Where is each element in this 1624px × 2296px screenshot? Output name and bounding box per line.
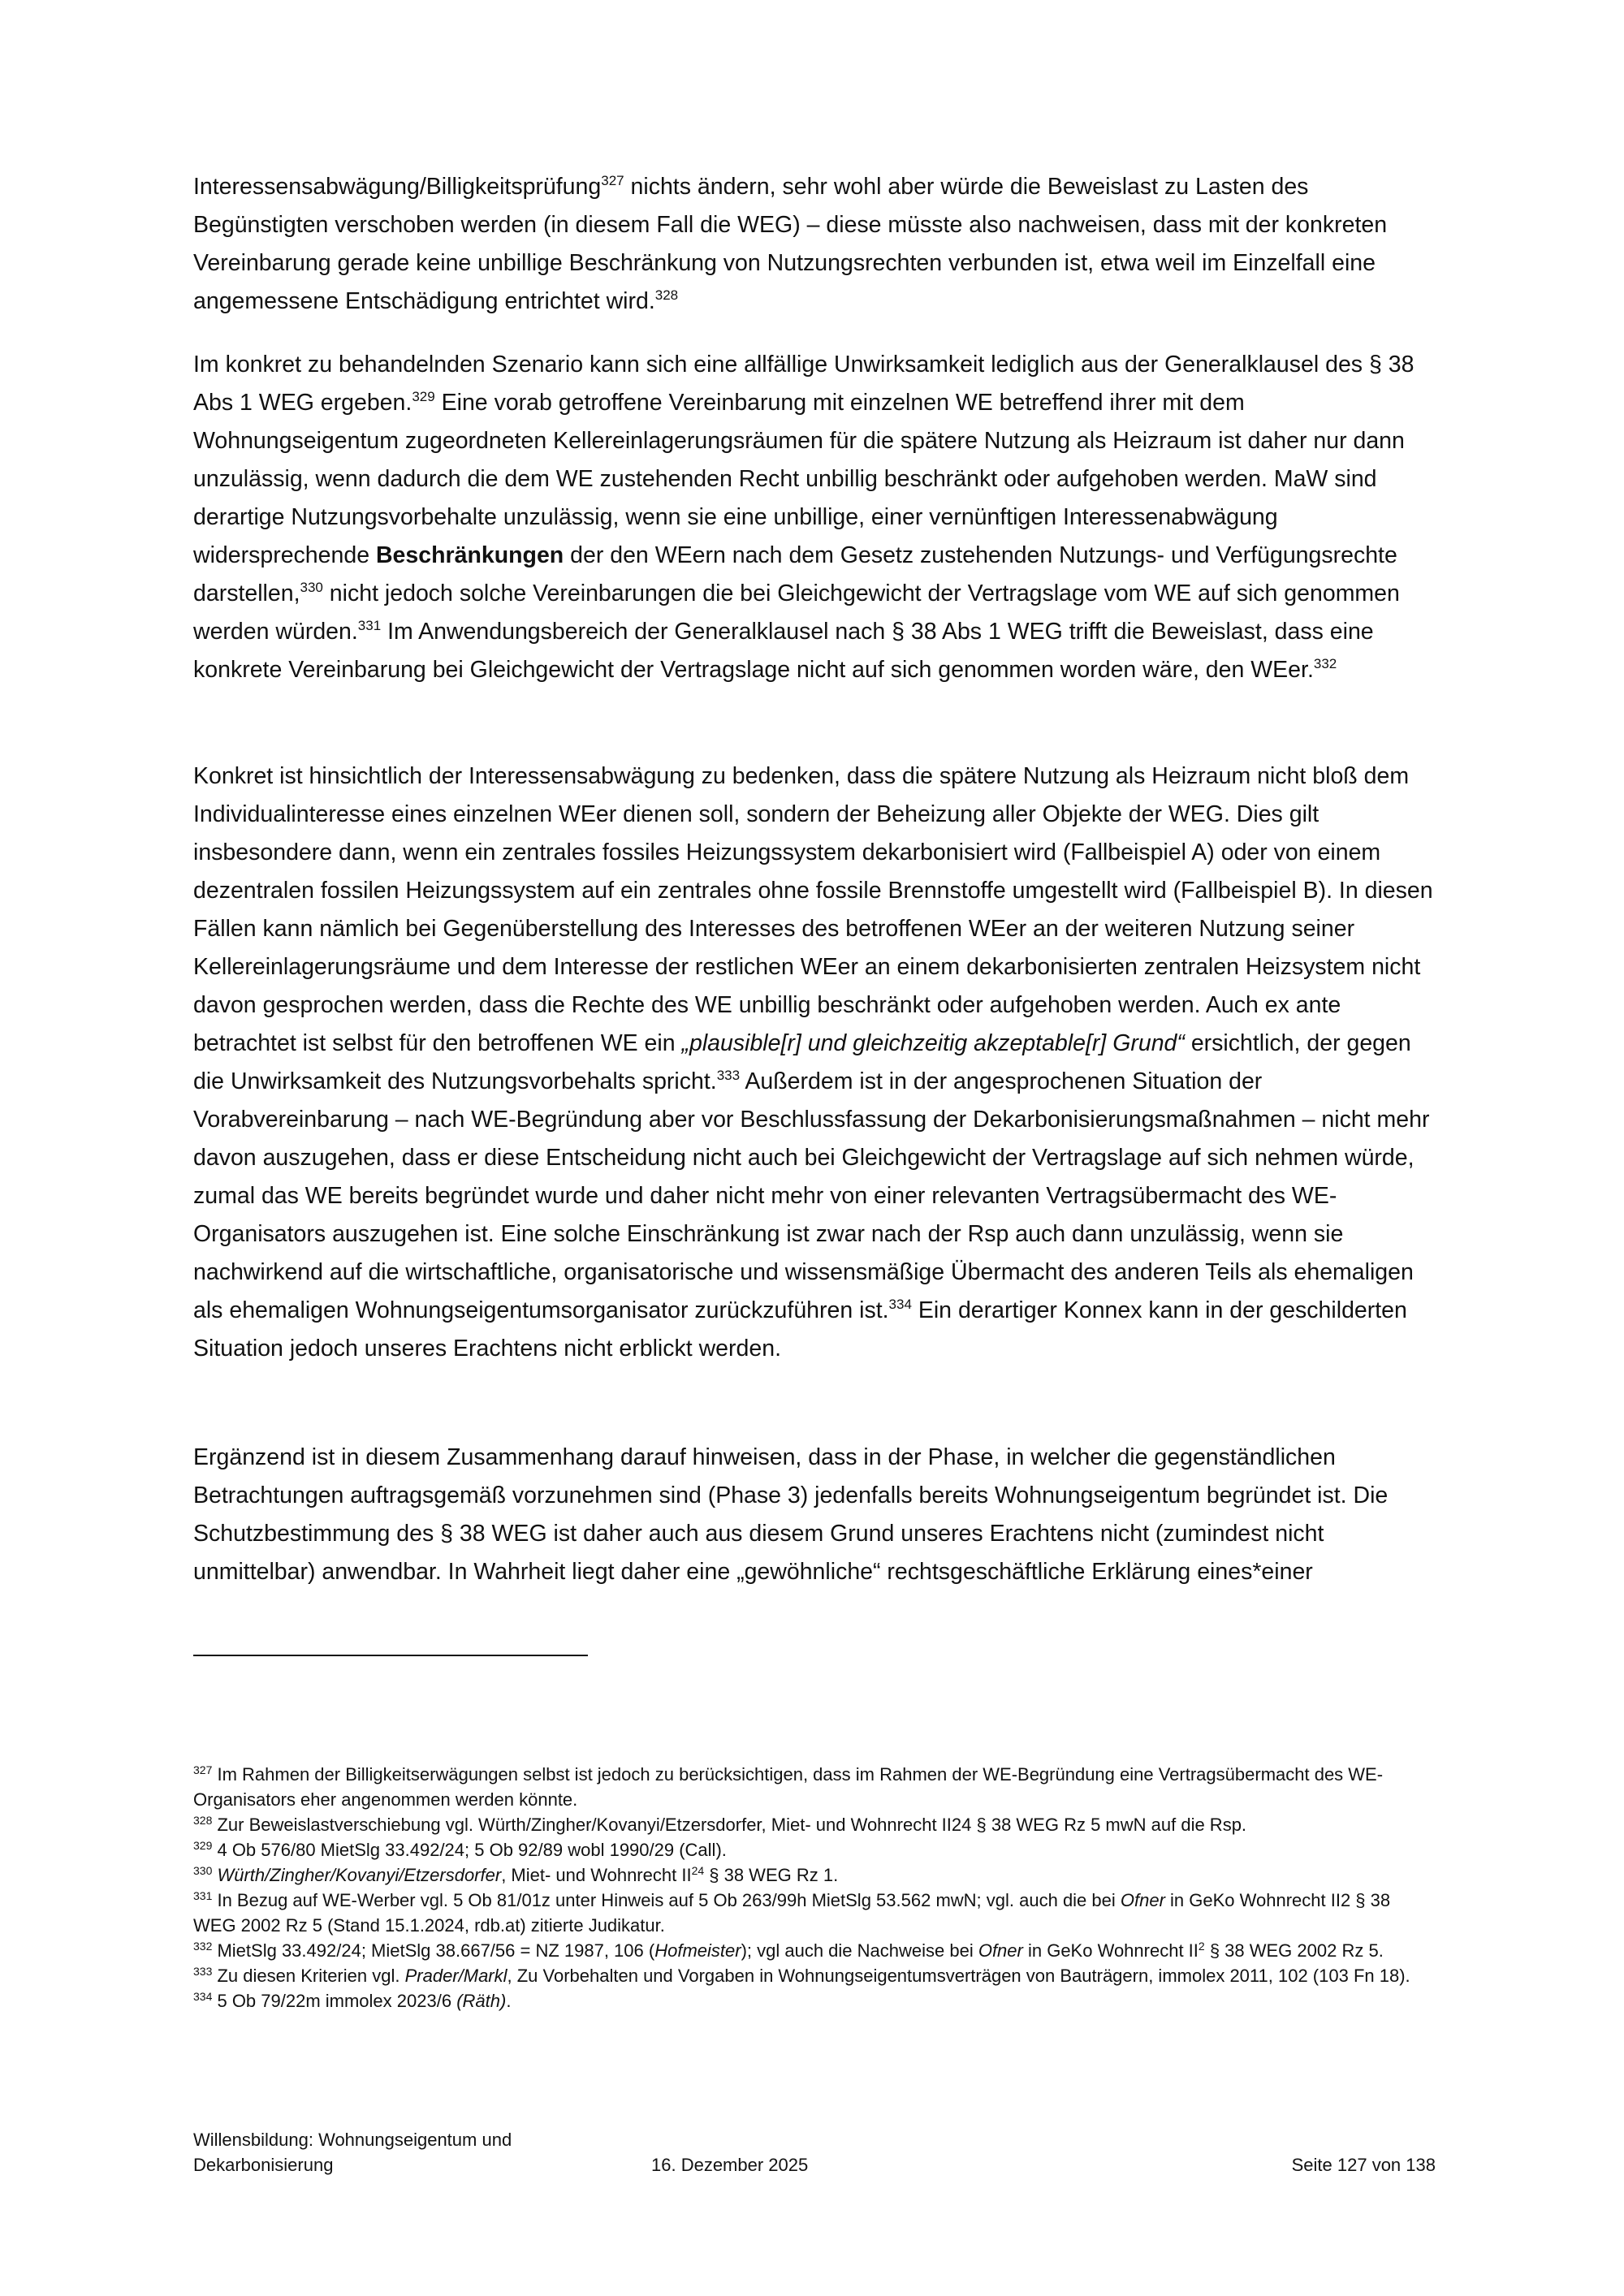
text: nicht jedoch solche Vereinbarungen die bei Gleichgewicht der Vertragslage vom WE auf sich genommen werden würden. bbox=[193, 580, 1400, 645]
footnote-text: ); vgl auch die Nachweise bei bbox=[741, 1940, 978, 1961]
footnote-ref-330[interactable]: 330 bbox=[300, 580, 323, 595]
footer-date: 16. Dezember 2025 bbox=[651, 2155, 809, 2175]
footnote-text: in GeKo Wohnrecht II2 § 38 WEG 2002 Rz 5 (Stand 15.1.2024, rdb.at) zitierte Judikatur. bbox=[193, 1890, 1391, 1936]
footnote-text: . bbox=[506, 1991, 512, 2011]
text: Konkret ist hinsichtlich der Interessensabwägung zu bedenken, dass die spätere Nutzung als Heizraum nicht bloß dem Individualinteresse eines einzelnen WEer dienen soll, sondern der Beheizung aller Objekte der WEG. Dies gilt insbesondere dann, wenn ein zentrales fossiles Heizungssystem dekarbonisiert wird (Fallbeispiel A) oder von einem dezentralen fossilen Heizungssystem auf ein zentrales ohne fossile Brennstoffe umgestellt wird (Fallbeispiel B). In diesen Fällen kann nämlich bei Gegenüberstellung des Interesses des betroffenen WEer an der weiteren Nutzung seiner Kellereinlagerungsräume und dem Interesse der restlichen WEer an einem dekarbonisierten zentralen Heizsystem nicht davon gesprochen werden, dass die Rechte des WE unbillig beschränkt oder aufgehoben werden. Auch ex ante betrachtet ist selbst für den betroffenen WE ein bbox=[193, 763, 1433, 1056]
author-name: Prader/Markl bbox=[404, 1966, 508, 1986]
author-name: (Räth) bbox=[456, 1991, 507, 2011]
footnote-number: 330 bbox=[193, 1864, 213, 1877]
footnote-ref-331[interactable]: 331 bbox=[357, 618, 382, 633]
italic-quote: „plausible[r] und gleichzeitig akzeptable[r] Grund“ bbox=[681, 1030, 1185, 1056]
text: Eine vorab getroffene Vereinbarung mit einzelnen WE betreffend ihrer mit dem Wohnungseigentum zugeordneten Kellereinlagerungsräumen für die spätere Nutzung als Heizraum ist daher nur dann unzulässig, wenn dadurch die dem WE zustehenden Recht unbillig beschränkt oder aufgehoben werden. MaW sind derartige Nutzungsvorbehalte unzulässig, wenn sie eine unbillige, einer vernünftigen Interessenabwägung widersprechende bbox=[193, 390, 1405, 568]
footnote-ref-327[interactable]: 327 bbox=[601, 173, 624, 188]
author-name: Hofmeister bbox=[654, 1940, 741, 1961]
edition-number: 2 bbox=[1198, 1940, 1205, 1953]
footnote-separator bbox=[193, 1655, 588, 1656]
text: Ein derartiger Konnex kann in der geschilderten Situation jedoch unseres Erachtens nicht erblickt werden. bbox=[193, 1297, 1407, 1362]
footnote-text: § 38 WEG 2002 Rz 5. bbox=[1204, 1940, 1384, 1961]
footnotes bbox=[193, 1762, 1436, 2013]
footer-page-number: Seite 127 von 138 bbox=[1291, 2155, 1436, 2175]
footnote-text: § 38 WEG Rz 1. bbox=[704, 1865, 839, 1885]
text: der den WEern nach dem Gesetz zustehenden Nutzungs- und Verfügungsrechte darstellen, bbox=[193, 542, 1397, 606]
footnote-text: , Zu Vorbehalten und Vorgaben in Wohnungseigentumsverträgen von Bauträgern, immolex 2011, 102 (103 Fn 18). bbox=[507, 1966, 1410, 1986]
footnote-330 bbox=[193, 1862, 1436, 1888]
footnote-text: in GeKo Wohnrecht II bbox=[1022, 1940, 1199, 1961]
footnote-text: 5 Ob 79/22m immolex 2023/6 bbox=[212, 1991, 457, 2011]
footnote-number: 333 bbox=[193, 1965, 213, 1978]
footnote-text: , Miet- und Wohnrecht II bbox=[501, 1865, 692, 1885]
footnote-text: Zu diesen Kriterien vgl. bbox=[212, 1966, 405, 1986]
footnote-327 bbox=[193, 1762, 1436, 1812]
footnote-ref-333[interactable]: 333 bbox=[716, 1068, 741, 1083]
footnote-text: Zur Beweislastverschiebung vgl. Würth/Zingher/Kovanyi/Etzersdorfer, Miet- und Wohnrecht II24 § 38 WEG Rz 5 mwN auf die Rsp. bbox=[212, 1815, 1247, 1835]
footnote-number: 329 bbox=[193, 1839, 213, 1852]
text: Im Anwendungsbereich der Generalklausel nach § 38 Abs 1 WEG trifft die Beweislast, dass eine konkrete Vereinbarung bei Gleichgewicht der Vertragslage nicht auf sich genommen worden wäre, den WEer. bbox=[193, 619, 1374, 683]
text: nichts ändern, sehr wohl aber würde die Beweislast zu Lasten des Begünstigten verschoben werden (in diesem Fall die WEG) – diese müsste also nachweisen, dass mit der konkreten Vereinbarung gerade keine unbillige Beschränkung von Nutzungsrechten verbunden ist, etwa weil im Einzelfall eine angemessene Entschädigung entrichtet wird. bbox=[193, 174, 1388, 314]
footnote-ref-332[interactable]: 332 bbox=[1313, 656, 1337, 671]
footnote-332 bbox=[193, 1938, 1436, 1963]
footnote-number: 327 bbox=[193, 1763, 213, 1776]
paragraph-4 bbox=[193, 1439, 1436, 1591]
paragraph-3 bbox=[193, 757, 1436, 1368]
footnote-number: 334 bbox=[193, 1990, 213, 2003]
bold-term: Beschränkungen bbox=[375, 542, 564, 568]
author-name: Ofner bbox=[1120, 1890, 1165, 1910]
paragraph-2 bbox=[193, 346, 1436, 689]
footnote-number: 331 bbox=[193, 1889, 213, 1902]
page-footer bbox=[193, 2127, 1436, 2184]
paragraph-1 bbox=[193, 168, 1436, 321]
author-name: Ofner bbox=[978, 1940, 1023, 1961]
footnote-331 bbox=[193, 1888, 1436, 1938]
footnote-text: MietSlg 33.492/24; MietSlg 38.667/56 = NZ 1987, 106 ( bbox=[212, 1940, 655, 1961]
footer-document-title: Willensbildung: Wohnungseigentum und Dekarbonisierung bbox=[193, 2130, 512, 2175]
footnote-text: 4 Ob 576/80 MietSlg 33.492/24; 5 Ob 92/89 wobl 1990/29 (Call). bbox=[212, 1840, 727, 1860]
text: Im konkret zu behandelnden Szenario kann sich eine allfällige Unwirksamkeit lediglich aus der Generalklausel des § 38 Abs 1 WEG ergeben. bbox=[193, 352, 1415, 416]
footnote-ref-328[interactable]: 328 bbox=[654, 287, 679, 303]
footnote-number: 332 bbox=[193, 1940, 213, 1953]
footnote-ref-329[interactable]: 329 bbox=[412, 389, 435, 404]
footnote-334 bbox=[193, 1988, 1436, 2013]
text: ersichtlich, der gegen die Unwirksamkeit des Nutzungsvorbehalts spricht. bbox=[193, 1030, 1411, 1094]
footnote-number: 328 bbox=[193, 1814, 213, 1827]
footnote-ref-334[interactable]: 334 bbox=[888, 1297, 912, 1312]
footnote-329 bbox=[193, 1837, 1436, 1862]
footnote-328 bbox=[193, 1812, 1436, 1837]
author-name: Würth/Zingher/Kovanyi/Etzersdorfer bbox=[217, 1865, 502, 1885]
text: Interessensabwägung/Billigkeitsprüfung bbox=[193, 174, 602, 200]
footnote-text: Im Rahmen der Billigkeitserwägungen selbst ist jedoch zu berücksichtigen, dass im Rahmen der WE-Begründung eine Vertragsübermacht des WE-Organisators eher angenommen werden könnte. bbox=[193, 1764, 1384, 1810]
edition-number: 24 bbox=[691, 1864, 705, 1877]
footnote-333 bbox=[193, 1963, 1436, 1988]
footnote-text: In Bezug auf WE-Werber vgl. 5 Ob 81/01z unter Hinweis auf 5 Ob 263/99h MietSlg 53.562 mwN; vgl. auch die bei bbox=[212, 1890, 1121, 1910]
text: Außerdem ist in der angesprochenen Situation der Vorabvereinbarung – nach WE-Begründung aber vor Beschlussfassung der Dekarbonisierungsmaßnahmen – nicht mehr davon auszugehen, dass er diese Entscheidung nicht auch bei Gleichgewicht der Vertragslage auf sich nehmen würde, zumal das WE bereits begründet wurde und daher nicht mehr von einer relevanten Vertragsübermacht des WE-Organisators auszugehen ist. Eine solche Einschränkung ist zwar nach der Rsp auch dann unzulässig, wenn sie nachwirkend auf die wirtschaftliche, organisatorische und wissensmäßige Übermacht des anderen Teils als ehemaligen als ehemaligen Wohnungseigentumsorganisator zurückzuführen ist. bbox=[193, 1068, 1430, 1323]
text: Ergänzend ist in diesem Zusammenhang darauf hinweisen, dass in der Phase, in welcher die gegenständlichen Betrachtungen auftragsgemäß vorzunehmen sind (Phase 3) jedenfalls bereits Wohnungseigentum begründet ist. Die Schutzbestimmung des § 38 WEG ist daher auch aus diesem Grund unseres Erachtens nicht (zumindest nicht unmittelbar) anwendbar. In Wahrheit liegt daher eine „gewöhnliche“ rechtsgeschäftliche Erklärung eines*einer bbox=[193, 1444, 1389, 1585]
